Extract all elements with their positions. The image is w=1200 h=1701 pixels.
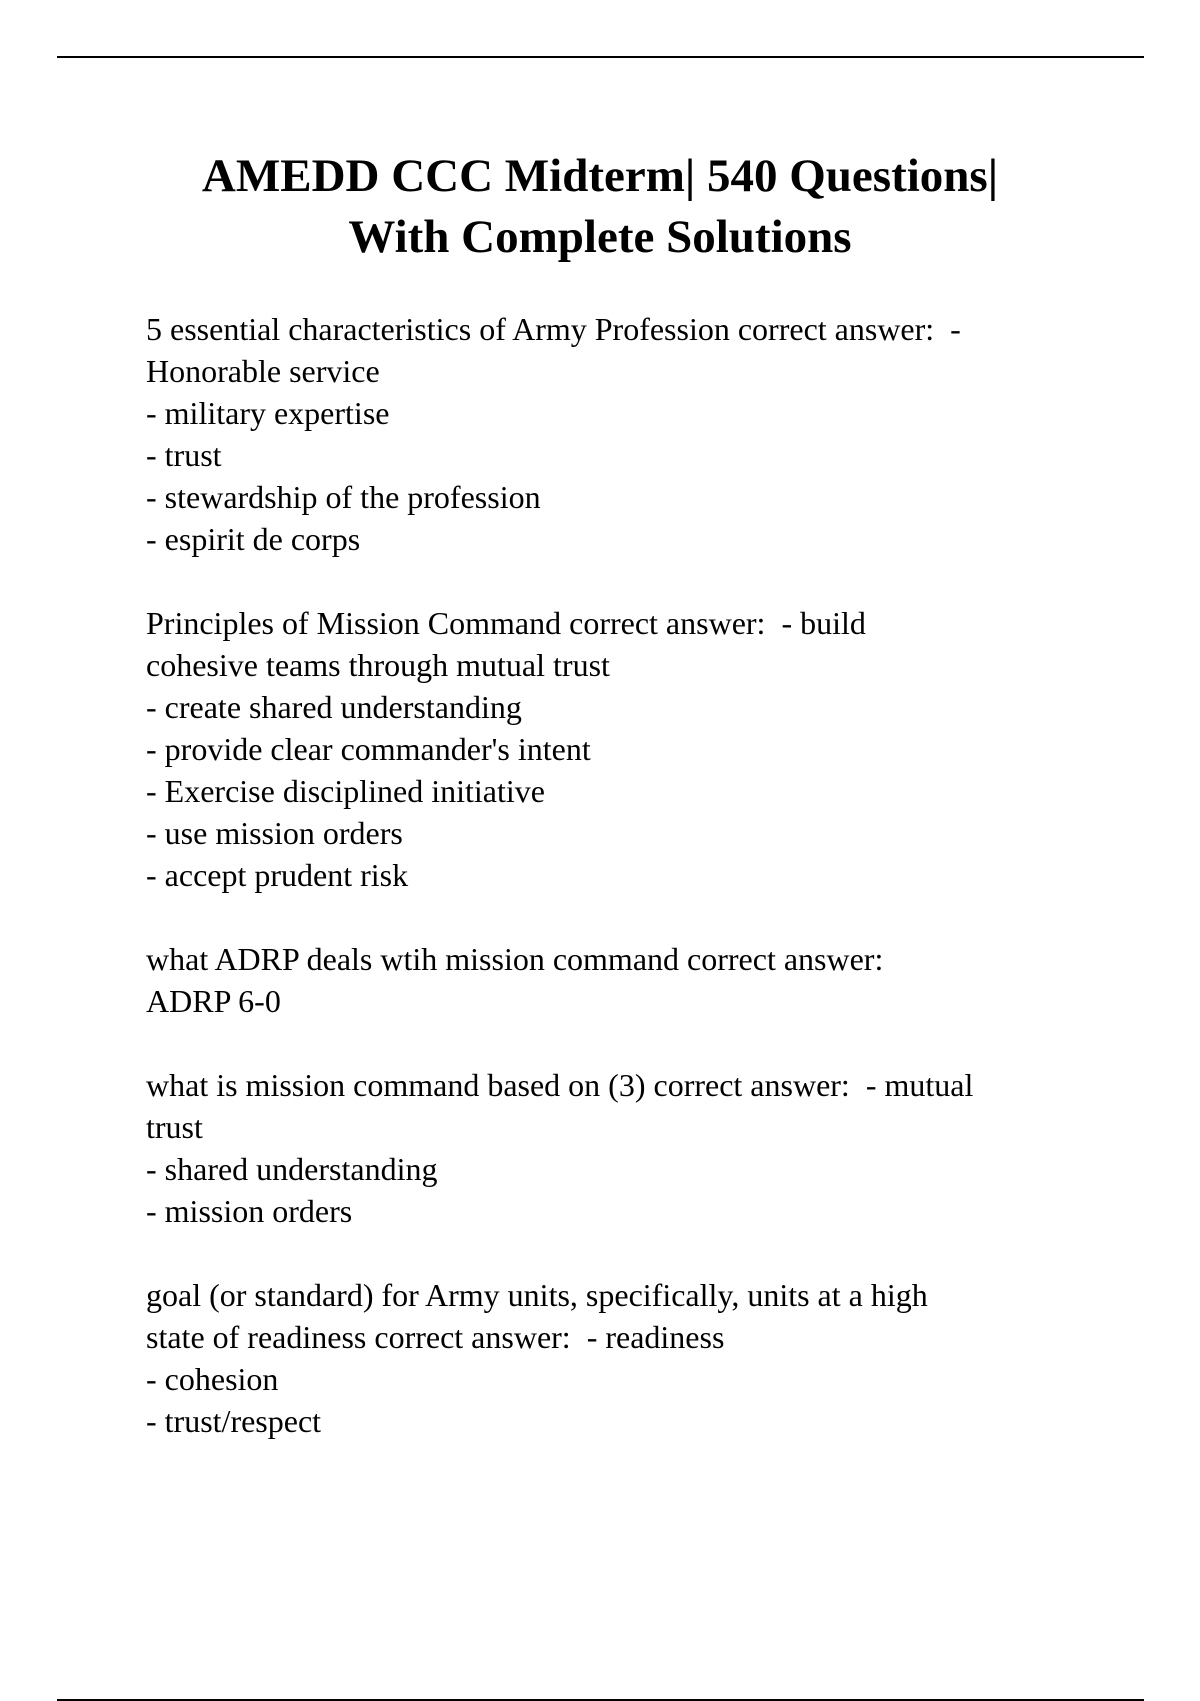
- qa-line: state of readiness correct answer: - readiness: [146, 1319, 725, 1355]
- qa-line: - Exercise disciplined initiative: [146, 773, 545, 809]
- qa-entry: [146, 938, 1106, 1022]
- qa-line: - mission orders: [146, 1193, 353, 1229]
- qa-line: - use mission orders: [146, 815, 403, 851]
- qa-line: 5 essential characteristics of Army Profession correct answer: -: [146, 311, 961, 347]
- title-line: With Complete Solutions: [348, 211, 852, 263]
- title-line: AMEDD CCC Midterm| 540 Questions|: [201, 150, 999, 202]
- page-title: [60, 146, 1140, 268]
- qa-list: [146, 308, 1106, 1484]
- qa-line: goal (or standard) for Army units, specifically, units at a high: [146, 1277, 928, 1313]
- qa-line: - espirit de corps: [146, 521, 361, 557]
- qa-line: - stewardship of the profession: [146, 479, 541, 515]
- qa-line: - accept prudent risk: [146, 857, 409, 893]
- qa-line: what is mission command based on (3) correct answer: - mutual: [146, 1067, 974, 1103]
- qa-line: Principles of Mission Command correct answer: - build: [146, 605, 866, 641]
- qa-line: - military expertise: [146, 395, 390, 431]
- qa-line: - cohesion: [146, 1361, 279, 1397]
- qa-line: trust: [146, 1109, 203, 1145]
- qa-entry: [146, 1274, 1106, 1442]
- qa-entry: [146, 602, 1106, 896]
- qa-entry: [146, 1064, 1106, 1232]
- qa-line: - trust: [146, 437, 222, 473]
- qa-line: what ADRP deals wtih mission command correct answer:: [146, 941, 884, 977]
- qa-line: - create shared understanding: [146, 689, 522, 725]
- qa-line: Honorable service: [146, 353, 380, 389]
- qa-line: - provide clear commander's intent: [146, 731, 591, 767]
- qa-entry: [146, 308, 1106, 560]
- qa-line: cohesive teams through mutual trust: [146, 647, 610, 683]
- qa-line: ADRP 6-0: [146, 983, 281, 1019]
- qa-line: - trust/respect: [146, 1403, 322, 1439]
- qa-line: - shared understanding: [146, 1151, 438, 1187]
- top-rule: [57, 56, 1144, 58]
